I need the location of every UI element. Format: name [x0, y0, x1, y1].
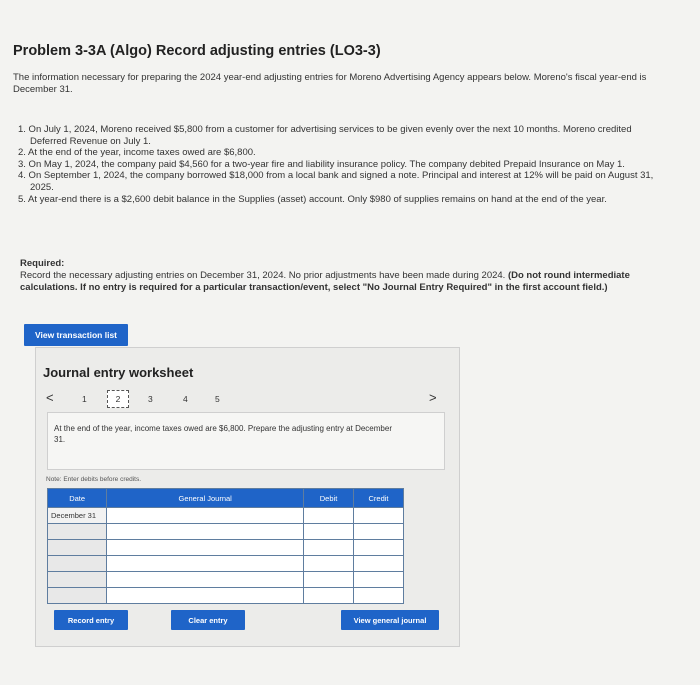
list-item: 4. On September 1, 2024, the company borrowed $18,000 from a local bank and signed a note. Principal and interest at 12% will be paid on August 31, 2025. [18, 170, 654, 193]
page-3[interactable]: 3 [148, 394, 153, 404]
debit-input[interactable] [304, 572, 354, 588]
credit-input[interactable] [353, 556, 403, 572]
account-input[interactable] [107, 588, 304, 604]
journal-table [47, 488, 404, 604]
date-cell [48, 556, 107, 572]
instruction-text: At the end of the year, income taxes owed are $6,800. Prepare the adjusting entry at December 31. [54, 424, 392, 444]
journal-entry-worksheet [35, 347, 460, 647]
required-bold-note: (Do not round intermediate calculations. If no entry is required for a particular transaction/event, select "No Journal Entry Required" in the first account field.) [20, 270, 630, 293]
record-entry-button[interactable]: Record entry [54, 610, 128, 630]
account-input[interactable] [107, 572, 304, 588]
debit-input[interactable] [304, 540, 354, 556]
clear-entry-button[interactable]: Clear entry [171, 610, 245, 630]
date-cell[interactable]: December 31 [48, 508, 107, 524]
column-header-debit: Debit [304, 489, 354, 508]
required-section [20, 258, 670, 294]
table-row [48, 572, 404, 588]
debit-input[interactable] [304, 524, 354, 540]
column-header-date: Date [48, 489, 107, 508]
worksheet-pager [36, 390, 459, 410]
credit-input[interactable] [353, 540, 403, 556]
page-2[interactable]: 2 [107, 390, 129, 408]
page-1[interactable]: 1 [82, 394, 87, 404]
worksheet-title: Journal entry worksheet [43, 365, 194, 380]
table-row [48, 588, 404, 604]
page-4[interactable]: 4 [183, 394, 188, 404]
list-item: 3. On May 1, 2024, the company paid $4,560 for a two-year fire and liability insurance policy. The company debited Prepaid Insurance on May 1. [18, 158, 625, 170]
required-label: Required: [20, 258, 65, 269]
credit-input[interactable] [353, 524, 403, 540]
table-row [48, 556, 404, 572]
credit-input[interactable] [353, 572, 403, 588]
debit-input[interactable] [304, 508, 354, 524]
view-general-journal-button[interactable]: View general journal [341, 610, 439, 630]
credit-input[interactable] [353, 508, 403, 524]
view-transaction-list-button[interactable]: View transaction list [24, 324, 128, 346]
problem-intro: The information necessary for preparing the 2024 year-end adjusting entries for Moreno Advertising Agency appears below. Moreno's fiscal year-end is December 31. [13, 72, 647, 95]
table-row [48, 540, 404, 556]
account-input[interactable] [107, 524, 304, 540]
list-item: 1. On July 1, 2024, Moreno received $5,800 from a customer for advertising services to be given evenly over the next 10 months. Moreno credited Deferred Revenue on July 1. [18, 124, 632, 147]
column-header-credit: Credit [353, 489, 403, 508]
instruction-box [47, 412, 445, 470]
table-row [48, 508, 404, 524]
date-cell [48, 524, 107, 540]
table-row [48, 524, 404, 540]
account-input[interactable] [107, 508, 304, 524]
column-header-account: General Journal [107, 489, 304, 508]
required-text: Record the necessary adjusting entries on December 31, 2024. No prior adjustments have been made during 2024. [20, 270, 506, 281]
account-input[interactable] [107, 556, 304, 572]
date-cell [48, 540, 107, 556]
transaction-list [14, 124, 654, 205]
chevron-left-icon[interactable]: < [46, 390, 54, 405]
debit-credit-note: Note: Enter debits before credits. [46, 476, 142, 483]
credit-input[interactable] [353, 588, 403, 604]
date-cell [48, 588, 107, 604]
account-input[interactable] [107, 540, 304, 556]
list-item: 5. At year-end there is a $2,600 debit balance in the Supplies (asset) account. Only $980 of supplies remains on hand at the end of the year. [18, 193, 607, 205]
problem-title: Problem 3-3A (Algo) Record adjusting entries (LO3-3) [13, 43, 381, 59]
page-5[interactable]: 5 [215, 394, 220, 404]
list-item: 2. At the end of the year, income taxes owed are $6,800. [18, 147, 256, 159]
debit-input[interactable] [304, 556, 354, 572]
chevron-right-icon[interactable]: > [429, 390, 437, 405]
date-cell [48, 572, 107, 588]
debit-input[interactable] [304, 588, 354, 604]
